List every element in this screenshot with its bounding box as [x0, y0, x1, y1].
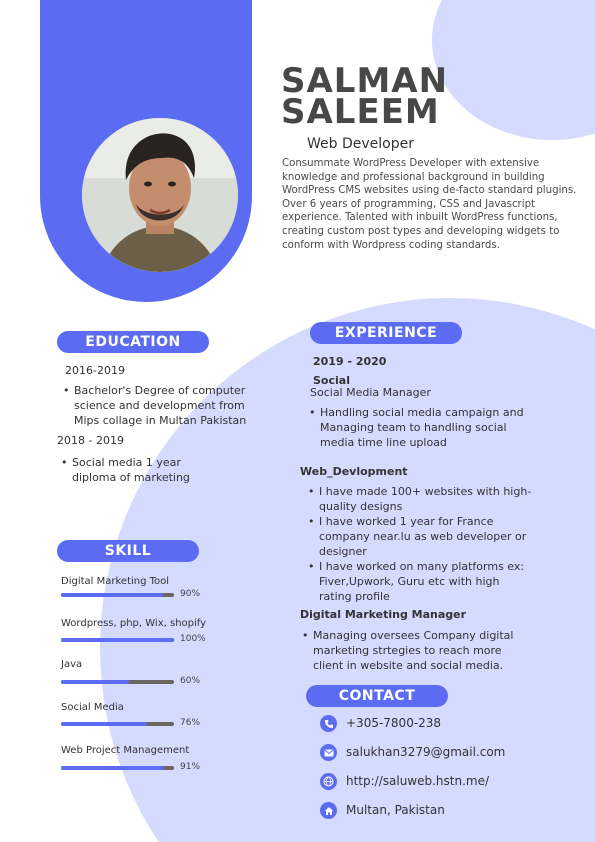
profile-summary: Consummate WordPress Developer with extensive knowledge and professional background in building WordPress CMS websites using de-facto standard plugins. Over 6 years of programming, CSS and Javascript experience. Talented with inbuilt WordPress functions, creating custom post types and developing widgets to conform with Wordpress coding standards.: [282, 158, 577, 251]
last-name: SALEEM: [281, 92, 440, 132]
skill-heading: SKILL: [57, 540, 199, 562]
education-year: 2016-2019: [65, 364, 125, 377]
skill-percent: 91%: [180, 762, 201, 772]
digital-marketing-title: Digital Marketing Manager: [300, 608, 467, 621]
skill-label: Digital Marketing Tool: [61, 576, 170, 587]
experience-company: Social: [313, 374, 350, 387]
email-icon: [320, 744, 337, 761]
phone-icon: [320, 715, 337, 732]
web-development-item: • I have worked 1 year for France company near.lu as web developer or designer: [319, 514, 534, 559]
globe-icon: [320, 773, 337, 790]
education-item: • Bachelor's Degree of computer science and development from Mips collage in Multan Pakistan: [74, 383, 254, 428]
web-development-item: • I have worked on many platforms ex: Fiver,Upwork, Guru etc with high rating profile: [319, 559, 534, 604]
job-title: Web Developer: [307, 136, 414, 152]
experience-year: 2019 - 2020: [313, 355, 387, 368]
skill-label: Wordpress, php, Wix, shopify: [61, 618, 207, 629]
education-item: • Social media 1 year diploma of marketing: [72, 455, 212, 485]
contact-phone: +305-7800-238: [346, 716, 442, 730]
skill-percent: 100%: [180, 634, 206, 644]
decorative-circle-top-right: [432, 0, 595, 140]
home-icon: [320, 802, 337, 819]
skill-bar-fill: [61, 680, 129, 684]
skill-bar: [61, 722, 174, 726]
contact-heading: CONTACT: [306, 685, 448, 707]
contact-email[interactable]: salukhan3279@gmail.com: [346, 745, 506, 759]
first-name: SALMAN: [281, 61, 449, 101]
skill-bar: [61, 680, 174, 684]
skill-bar-fill: [61, 593, 163, 597]
skill-label: Java: [61, 659, 83, 670]
experience-position: Social Media Manager: [310, 386, 431, 399]
skill-bar-fill: [61, 766, 164, 770]
experience-heading: EXPERIENCE: [310, 322, 462, 344]
web-development-title: Web_Devlopment: [300, 465, 408, 478]
profile-photo: [82, 118, 238, 272]
contact-website[interactable]: http://saluweb.hstn.me/: [346, 774, 490, 788]
web-development-item: • I have made 100+ websites with high-quality designs: [319, 484, 534, 514]
skill-percent: 76%: [180, 718, 201, 728]
skill-bar: [61, 766, 174, 770]
experience-item: • Handling social media campaign and Managing team to handling social media time line upload: [320, 405, 535, 450]
skill-percent: 60%: [180, 676, 201, 686]
skill-bar: [61, 638, 174, 642]
education-heading: EDUCATION: [57, 331, 209, 353]
skill-label: Web Project Management: [61, 745, 190, 756]
skill-bar-fill: [61, 722, 147, 726]
digital-marketing-item: • Managing oversees Company digital marketing strtegies to reach more client in website and social media.: [313, 628, 523, 673]
skill-bar-fill: [61, 638, 174, 642]
skill-percent: 90%: [180, 589, 201, 599]
skill-bar: [61, 593, 174, 597]
skill-label: Social Media: [61, 702, 124, 713]
contact-location: Multan, Pakistan: [346, 803, 445, 817]
education-year: 2018 - 2019: [57, 434, 124, 447]
